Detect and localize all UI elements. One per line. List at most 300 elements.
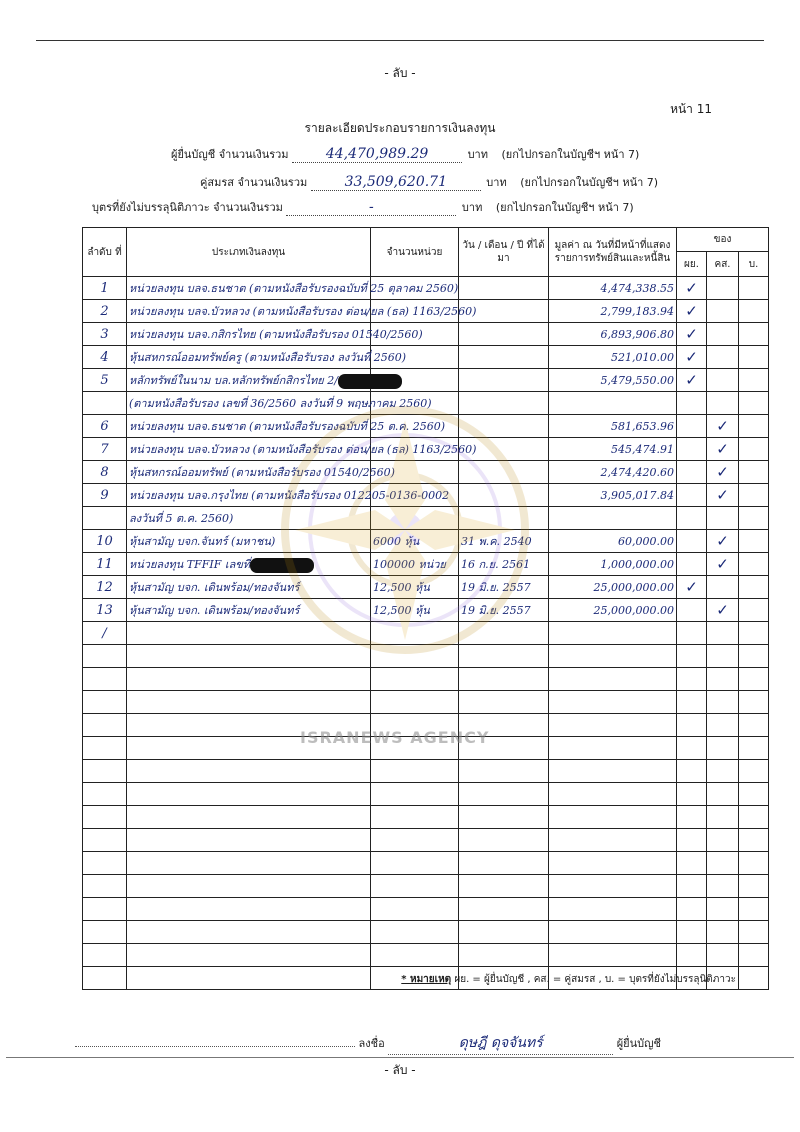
summary-filer: [171, 145, 639, 163]
row-units: [371, 691, 459, 714]
row-owner-filer: [677, 438, 707, 461]
row-value-text: 25,000,000.00: [593, 603, 674, 617]
row-owner-filer: [677, 369, 707, 392]
row-no: [83, 944, 127, 967]
row-owner-spouse-text: ✓: [716, 463, 729, 481]
bottom-rule: [6, 1057, 794, 1058]
row-owner-filer: [677, 415, 707, 438]
row-value: [549, 622, 677, 645]
row-date: [459, 576, 549, 599]
row-owner-child: [739, 921, 769, 944]
row-owner-spouse: [707, 806, 739, 829]
redaction-mark: [338, 374, 402, 389]
row-owner-filer: [677, 898, 707, 921]
row-type-text: หุ้นสามัญ บจก. เดินพร้อม/ทองจันทร์: [129, 581, 300, 594]
row-date: [459, 829, 549, 852]
table-row: [83, 507, 769, 530]
row-no: [83, 645, 127, 668]
row-no: [83, 622, 127, 645]
table-row: [83, 346, 769, 369]
row-date: [459, 530, 549, 553]
row-no: [83, 277, 127, 300]
row-owner-spouse-text: ✓: [716, 486, 729, 504]
row-date: [459, 599, 549, 622]
row-value: [549, 921, 677, 944]
table-row: [83, 944, 769, 967]
row-owner-spouse: [707, 829, 739, 852]
row-owner-spouse: [707, 369, 739, 392]
footnote-star: * หมายเหตุ: [401, 974, 452, 985]
row-no: [83, 300, 127, 323]
row-no: [83, 668, 127, 691]
row-no: [83, 691, 127, 714]
row-owner-filer-text: ✓: [685, 348, 698, 366]
row-value: [549, 668, 677, 691]
row-no: [83, 576, 127, 599]
row-owner-spouse: [707, 645, 739, 668]
row-units: [371, 898, 459, 921]
row-value: [549, 875, 677, 898]
row-date: [459, 760, 549, 783]
row-owner-child: [739, 622, 769, 645]
row-owner-child: [739, 852, 769, 875]
row-owner-filer: [677, 714, 707, 737]
row-type: [127, 645, 371, 668]
table-row: [83, 668, 769, 691]
row-type: [127, 576, 371, 599]
table-row: [83, 277, 769, 300]
row-owner-spouse: [707, 438, 739, 461]
row-value: [549, 783, 677, 806]
row-date: [459, 553, 549, 576]
summary-child-label: บุตรที่ยังไม่บรรลุนิติภาวะ จำนวนเงินรวม: [92, 201, 283, 214]
row-owner-filer: [677, 691, 707, 714]
row-value: [549, 714, 677, 737]
investment-table: [82, 227, 769, 990]
row-owner-spouse: [707, 392, 739, 415]
row-no-text: /: [102, 625, 107, 641]
row-owner-filer: [677, 461, 707, 484]
table-row: [83, 553, 769, 576]
row-type-text: หน่วยลงทุน บลจ.ธนชาต (ตามหนังสือรับรองฉบับที่ 25 ต.ค. 2560): [129, 420, 446, 433]
row-type: [127, 760, 371, 783]
row-date: [459, 691, 549, 714]
table-row: [83, 323, 769, 346]
row-units-text: 12,500 หุ้น: [373, 581, 430, 594]
row-owner-child: [739, 392, 769, 415]
row-owner-child: [739, 898, 769, 921]
row-no: [83, 415, 127, 438]
row-owner-filer: [677, 277, 707, 300]
classification-top: - ลับ -: [384, 66, 416, 80]
row-owner-filer: [677, 622, 707, 645]
row-owner-filer: [677, 507, 707, 530]
row-units: [371, 668, 459, 691]
table-row: [83, 691, 769, 714]
row-owner-filer-text: ✓: [685, 325, 698, 343]
row-no: [83, 852, 127, 875]
row-value: [549, 484, 677, 507]
row-value-text: 545,474.91: [611, 442, 674, 456]
row-units: [371, 622, 459, 645]
row-type-text: หุ้นสหกรณ์ออมทรัพย์ครู (ตามหนังสือรับรอง ลงวันที่ 2560): [129, 351, 407, 364]
row-value: [549, 898, 677, 921]
row-no: [83, 829, 127, 852]
row-type: [127, 668, 371, 691]
row-type-text: หุ้นสามัญ บจก. เดินพร้อม/ทองจันทร์: [129, 604, 300, 617]
row-type: [127, 875, 371, 898]
row-value-text: 6,893,906.80: [600, 327, 674, 341]
redaction-mark: [250, 558, 314, 573]
row-type: [127, 783, 371, 806]
row-units: [371, 530, 459, 553]
summary-filer-unit: บาท: [467, 148, 488, 161]
row-date: [459, 369, 549, 392]
table-row: [83, 369, 769, 392]
row-no: [83, 783, 127, 806]
row-owner-child: [739, 967, 769, 990]
row-value-text: 25,000,000.00: [593, 580, 674, 594]
row-units: [371, 806, 459, 829]
summary-spouse-unit: บาท: [486, 176, 507, 189]
row-no-text: 6: [100, 418, 109, 434]
signature-prefix: ลงชื่อ: [358, 1037, 385, 1050]
row-owner-filer: [677, 852, 707, 875]
row-owner-filer: [677, 875, 707, 898]
row-type-text: หน่วยลงทุน บลจ.บัวหลวง (ตามหนังสือรับรอง ต่อน/ยล (ธล) 1163/2560): [129, 305, 477, 318]
row-no: [83, 346, 127, 369]
row-no: [83, 323, 127, 346]
table-row: [83, 806, 769, 829]
summary-spouse-label: คู่สมรส จำนวนเงินรวม: [200, 176, 308, 189]
row-no-text: 4: [100, 349, 109, 365]
row-units: [371, 921, 459, 944]
row-owner-spouse: [707, 415, 739, 438]
row-owner-child: [739, 645, 769, 668]
row-no: [83, 714, 127, 737]
row-owner-spouse-text: ✓: [716, 417, 729, 435]
row-value: [549, 277, 677, 300]
row-owner-filer: [677, 921, 707, 944]
row-date: [459, 461, 549, 484]
row-no-text: 10: [96, 533, 113, 549]
row-owner-spouse: [707, 737, 739, 760]
row-value: [549, 530, 677, 553]
header-value: มูลค่า ณ วันที่มีหน้าที่แสดง รายการทรัพย์สินและหนี้สิน: [549, 228, 677, 277]
row-value: [549, 645, 677, 668]
header-type: ประเภทเงินลงทุน: [127, 228, 371, 277]
row-no-text: 11: [96, 556, 113, 572]
row-owner-child: [739, 599, 769, 622]
summary-child-value: -: [286, 199, 456, 216]
row-date: [459, 668, 549, 691]
table-row: [83, 875, 769, 898]
row-value-text: 581,653.96: [611, 419, 674, 433]
row-no-text: 13: [96, 602, 113, 618]
row-value: [549, 576, 677, 599]
row-units-text: 12,500 หุ้น: [373, 604, 430, 617]
row-type: [127, 346, 407, 369]
row-date: [459, 875, 549, 898]
row-value-text: 3,905,017.84: [600, 488, 674, 502]
row-owner-child: [739, 461, 769, 484]
watermark-text: ISRANEWS AGENCY: [300, 728, 490, 747]
row-owner-spouse: [707, 346, 739, 369]
row-type-text: หน่วยลงทุน TFFIF เลขที่: [129, 558, 251, 571]
row-no: [83, 438, 127, 461]
row-value: [549, 346, 677, 369]
row-type: [127, 622, 371, 645]
row-date: [459, 346, 549, 369]
row-date: [459, 898, 549, 921]
row-type: [127, 323, 423, 346]
footnote-text: ผย. = ผู้ยื่นบัญชี , คส. = คู่สมรส , บ. = บุตรที่ยังไม่บรรลุนิติภาวะ: [454, 974, 736, 985]
row-owner-spouse: [707, 783, 739, 806]
row-type-text: ลงวันที่ 5 ต.ค. 2560): [129, 512, 234, 525]
row-date-text: 19 มิ.ย. 2557: [461, 581, 531, 594]
row-owner-spouse: [707, 714, 739, 737]
row-owner-child: [739, 691, 769, 714]
table-row: [83, 921, 769, 944]
row-owner-filer: [677, 553, 707, 576]
footnote: [401, 972, 736, 987]
row-type-text: หุ้นสามัญ บจก.จันทร์ (มหาชน): [129, 535, 276, 548]
row-type: [127, 507, 371, 530]
row-owner-spouse: [707, 300, 739, 323]
row-no: [83, 921, 127, 944]
row-no: [83, 392, 127, 415]
row-owner-spouse-text: ✓: [716, 555, 729, 573]
summary-spouse-value: 33,509,620.71: [311, 174, 481, 191]
row-owner-spouse-text: ✓: [716, 440, 729, 458]
row-no: [83, 806, 127, 829]
row-value: [549, 599, 677, 622]
row-date: [459, 921, 549, 944]
table-row: [83, 530, 769, 553]
row-owner-filer: [677, 783, 707, 806]
row-type-text: หน่วยลงทุน บลจ.กสิกรไทย (ตามหนังสือรับรอง 01540/2560): [129, 328, 423, 341]
row-owner-filer-text: ✓: [685, 578, 698, 596]
signature-line: [75, 1032, 715, 1055]
row-owner-filer-text: ✓: [685, 302, 698, 320]
row-value-text: 521,010.00: [611, 350, 674, 364]
row-value-text: 60,000.00: [618, 534, 674, 548]
row-owner-spouse: [707, 484, 739, 507]
row-owner-child: [739, 323, 769, 346]
row-owner-child: [739, 415, 769, 438]
row-type-text: (ตามหนังสือรับรอง เลขที่ 36/2560 ลงวันที่ 9 พฤษภาคม 2560): [129, 397, 432, 410]
row-no: [83, 875, 127, 898]
header-owner-filer: ผย.: [677, 252, 707, 277]
row-owner-filer: [677, 300, 707, 323]
row-no: [83, 507, 127, 530]
row-owner-filer: [677, 829, 707, 852]
row-owner-child: [739, 806, 769, 829]
row-value: [549, 852, 677, 875]
summary-filer-value: 44,470,989.29: [292, 146, 462, 163]
row-units: [371, 507, 459, 530]
row-value: [549, 415, 677, 438]
row-owner-filer: [677, 737, 707, 760]
row-type: [127, 829, 371, 852]
row-no: [83, 967, 127, 990]
row-owner-spouse: [707, 760, 739, 783]
row-no-text: 2: [100, 303, 109, 319]
summary-child: [92, 198, 634, 216]
row-owner-spouse: [707, 553, 739, 576]
row-date-text: 31 พ.ค. 2540: [461, 535, 532, 548]
row-owner-filer: [677, 806, 707, 829]
row-owner-spouse: [707, 691, 739, 714]
row-owner-spouse: [707, 921, 739, 944]
row-owner-spouse: [707, 898, 739, 921]
signature-suffix: ผู้ยื่นบัญชี: [616, 1037, 661, 1050]
row-value: [549, 461, 677, 484]
row-date: [459, 783, 549, 806]
row-date-text: 16 ก.ย. 2561: [461, 558, 531, 571]
row-value-text: 1,000,000.00: [600, 557, 674, 571]
row-value: [549, 691, 677, 714]
row-no-text: 12: [96, 579, 113, 595]
table-row: [83, 576, 769, 599]
row-owner-filer: [677, 484, 707, 507]
row-owner-filer: [677, 576, 707, 599]
row-type: [127, 553, 371, 576]
row-units: [371, 760, 459, 783]
row-value: [549, 438, 677, 461]
row-owner-filer-text: ✓: [685, 279, 698, 297]
row-owner-spouse: [707, 622, 739, 645]
row-type: [127, 369, 371, 392]
row-owner-filer: [677, 599, 707, 622]
row-type: [127, 438, 477, 461]
page-title: รายละเอียดประกอบรายการเงินลงทุน: [304, 121, 496, 135]
row-owner-filer-text: ✓: [685, 371, 698, 389]
table-row: [83, 645, 769, 668]
row-owner-spouse-text: ✓: [716, 532, 729, 550]
row-type: [127, 691, 371, 714]
row-units: [371, 852, 459, 875]
summary-spouse: [200, 173, 658, 191]
header-units: จำนวนหน่วย: [371, 228, 459, 277]
table-row: [83, 760, 769, 783]
row-units: [371, 829, 459, 852]
row-units: [371, 553, 459, 576]
row-owner-child: [739, 760, 769, 783]
row-no-text: 8: [100, 464, 109, 480]
row-owner-spouse-text: ✓: [716, 601, 729, 619]
table-row: [83, 852, 769, 875]
row-no: [83, 530, 127, 553]
row-owner-child: [739, 576, 769, 599]
row-value-text: 5,479,550.00: [600, 373, 674, 387]
row-owner-spouse: [707, 852, 739, 875]
row-no: [83, 461, 127, 484]
row-owner-spouse: [707, 530, 739, 553]
row-type-text: หุ้นสหกรณ์ออมทรัพย์ (ตามหนังสือรับรอง 01540/2560): [129, 466, 395, 479]
row-owner-child: [739, 553, 769, 576]
row-units-text: 100000 หน่วย: [373, 558, 446, 571]
row-value: [549, 944, 677, 967]
row-type-text: หลักทรัพย์ในนาม บล.หลักทรัพย์กสิกรไทย 2/: [129, 374, 338, 387]
row-value: [549, 507, 677, 530]
row-owner-spouse: [707, 323, 739, 346]
row-date: [459, 852, 549, 875]
row-units: [371, 645, 459, 668]
row-type: [127, 944, 371, 967]
row-owner-child: [739, 829, 769, 852]
row-owner-child: [739, 714, 769, 737]
row-type: [127, 921, 371, 944]
row-owner-child: [739, 300, 769, 323]
table-row: [83, 415, 769, 438]
row-owner-filer: [677, 760, 707, 783]
row-type-text: หน่วยลงทุน บลจ.ธนชาต (ตามหนังสือรับรองฉบับที่ 25 ตุลาคม 2560): [129, 282, 459, 295]
row-value: [549, 323, 677, 346]
row-owner-filer: [677, 323, 707, 346]
summary-child-note: (ยกไปกรอกในบัญชีฯ หน้า 7): [495, 201, 634, 214]
table-row: [83, 438, 769, 461]
row-owner-child: [739, 783, 769, 806]
row-owner-spouse: [707, 461, 739, 484]
table-row: [83, 599, 769, 622]
row-owner-child: [739, 530, 769, 553]
row-no: [83, 369, 127, 392]
row-owner-child: [739, 484, 769, 507]
row-value-text: 4,474,338.55: [600, 281, 674, 295]
row-type: [127, 277, 459, 300]
row-type: [127, 461, 395, 484]
row-date: [459, 806, 549, 829]
table-row: [83, 783, 769, 806]
row-type: [127, 484, 450, 507]
row-date-text: 19 มิ.ย. 2557: [461, 604, 531, 617]
signature-leading-dots: [75, 1046, 355, 1047]
row-owner-spouse: [707, 277, 739, 300]
row-type: [127, 392, 432, 415]
row-no-text: 1: [100, 280, 109, 296]
row-owner-child: [739, 737, 769, 760]
row-no-text: 3: [100, 326, 109, 342]
table-body: [83, 277, 769, 990]
table-row: [83, 392, 769, 415]
header-date: วัน / เดือน / ปี ที่ได้มา: [459, 228, 549, 277]
row-no: [83, 599, 127, 622]
table-row: [83, 461, 769, 484]
row-value: [549, 737, 677, 760]
row-date: [459, 392, 549, 415]
row-owner-child: [739, 346, 769, 369]
row-owner-child: [739, 944, 769, 967]
row-no: [83, 484, 127, 507]
row-no: [83, 760, 127, 783]
row-value: [549, 806, 677, 829]
table-row: [83, 622, 769, 645]
row-date: [459, 944, 549, 967]
top-rule: [36, 40, 764, 41]
row-value: [549, 369, 677, 392]
row-value: [549, 553, 677, 576]
row-type: [127, 530, 371, 553]
row-type-text: หน่วยลงทุน บลจ.กรุงไทย (ตามหนังสือรับรอง 012205-0136-0002: [129, 489, 450, 502]
table-row: [83, 484, 769, 507]
row-owner-child: [739, 875, 769, 898]
row-units: [371, 875, 459, 898]
table-row: [83, 300, 769, 323]
row-owner-spouse: [707, 668, 739, 691]
header-owner-spouse: คส.: [707, 252, 739, 277]
summary-filer-label: ผู้ยื่นบัญชี จำนวนเงินรวม: [171, 148, 289, 161]
